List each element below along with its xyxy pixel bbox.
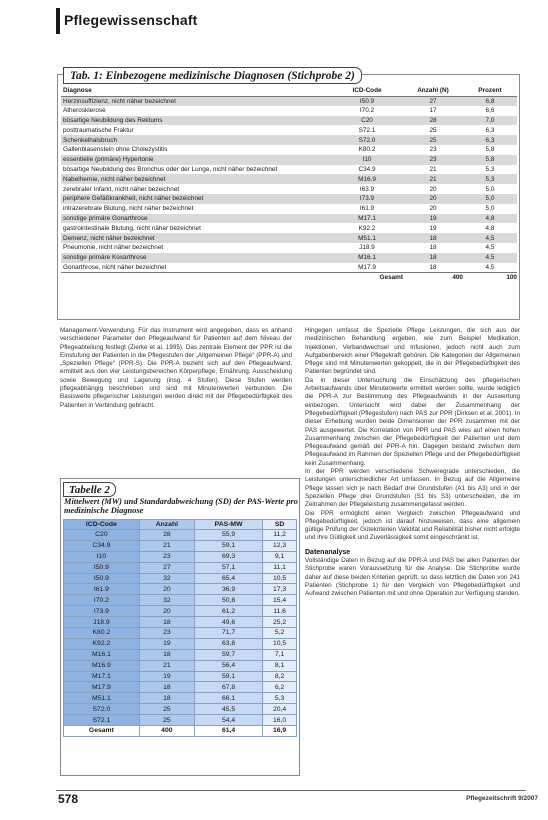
table2: [63, 519, 297, 737]
table2-col-icd: ICD-Code: [64, 520, 140, 530]
table1-total-row: [61, 272, 517, 282]
table-cell: 19: [403, 214, 463, 224]
table-cell: Gesamt: [64, 726, 140, 737]
table-cell: M16.1: [64, 649, 140, 660]
table-cell: 20: [429, 205, 437, 213]
table-cell: 20: [429, 185, 437, 193]
table1-col-prozent: Prozent: [463, 86, 517, 96]
table-row: [64, 617, 297, 628]
table2-subtitle: Mittelwert (MW) und Standardabweichung (SD) der PAS-Werte pro medizinische Diagnose: [64, 497, 298, 515]
table-cell: 21: [403, 174, 463, 184]
table-cell: 69,3: [194, 551, 262, 562]
table-cell: S72.0: [64, 704, 140, 715]
table-cell: periphere Gefäßkrankheit, nicht näher bezeichnet: [61, 194, 331, 204]
table-cell: 18: [403, 253, 463, 263]
table2-col-sd: SD: [263, 520, 297, 530]
body-paragraph: Da in dieser Untersuchung die Einschätzung des pflegerischen Arbeitsaufwands über Minutenwerte ermittelt werden sollte, wurde lediglich die PPR-A zur Bestimmung des Pflegeaufwands in der Auswertung einbezogen. Untersucht wird dabei der Zusammenhang der Pflegebedürftigkeit (Pflegestufen) nach PAS zur PPR (Dirksen et al. 2001). In dieser Erhebung wurden beide Dimensionen der PPR zusammen mit der PAS ausgewertet. Die Korrelation von PPR und PAS wies auf einen hohen Zusammenhang zwischen der Pflegebedürftigkeit der Patienten und dem Pflegeaufwand gemäß der PPR-A hin. Dagegen bestand zwischen dem Pflegeaufwand im Rahmen der Speziellen Pflege und der Pflegebedürftigkeit kein Zusammenhang.: [305, 376, 520, 467]
table-row: [64, 584, 297, 595]
table-cell: 71,7: [194, 628, 262, 639]
table-cell: M17.1: [64, 671, 140, 682]
table-cell: 57,1: [194, 562, 262, 573]
table-cell: 28: [403, 116, 463, 126]
table-cell: gastrointestinale Blutung, nicht näher bezeichnet: [63, 224, 201, 232]
footer-rule: [56, 790, 526, 791]
table1: [61, 86, 517, 282]
table-cell: M17.1: [331, 214, 403, 224]
table-row: [61, 184, 517, 194]
subheading-datenanalyse: Datenanalyse: [305, 548, 351, 556]
table-cell: 20: [403, 194, 463, 204]
table1-col-anzahl: Anzahl (N): [403, 86, 463, 96]
table-cell: I63.9: [359, 185, 375, 193]
table-cell: 11,2: [263, 530, 297, 541]
table-cell: 32: [139, 573, 194, 584]
table-cell: 7,0: [463, 116, 517, 126]
table-cell: 5,3: [463, 174, 517, 184]
table-cell: I50.9: [64, 573, 140, 584]
journal-name: Pflegezeitschrift 9/2007: [466, 795, 538, 802]
table-cell: M17.9: [64, 682, 140, 693]
table2-caption: Tabelle 2: [63, 482, 116, 497]
table-cell: Gonarthrose, nicht näher bezeichnet: [63, 263, 167, 271]
table2-col-anzahl: Anzahl: [139, 520, 194, 530]
table-cell: 11,6: [263, 606, 297, 617]
table-cell: [61, 272, 331, 282]
table-cell: 20: [139, 606, 194, 617]
left-column-text: [60, 327, 292, 410]
table-cell: 18: [139, 693, 194, 704]
table-cell: 5,0: [485, 185, 495, 193]
table-cell: 4,5: [485, 244, 495, 252]
table-cell: sonstige primäre Gonarthrose: [61, 214, 331, 224]
table-cell: 25,2: [263, 617, 297, 628]
table-cell: 18: [139, 682, 194, 693]
table-row: [64, 649, 297, 660]
table-cell: 8,2: [263, 671, 297, 682]
right-column-text: [305, 327, 520, 599]
table-cell: I61.9: [64, 584, 140, 595]
body-paragraph: In der PPR werden verschiedene Schweregrade unterschieden, die Leistungen unterschiedlicher Art umfassen. In Bezug auf die Allgemeine Pflege lassen sich je nach Bedarf drei Grundstufen (A1 bis A3) und in der Speziellen Pflege drei Grundstufen (S1 bis S3) unterscheiden, die im Zeitrahmen der Pflegeleistung zusammengefasst werden.: [305, 468, 520, 509]
table-row: [64, 540, 297, 551]
table-cell: M16.9: [64, 660, 140, 671]
table1-col-icd: ICD-Code: [331, 86, 403, 96]
table-cell: J18.9: [64, 617, 140, 628]
table1-header-row: [61, 86, 517, 96]
table-cell: 36,9: [194, 584, 262, 595]
table-cell: 61,2: [194, 606, 262, 617]
body-paragraph: Vollständige Daten in Bezug auf die PPR-A und PAS bei allen Patienten der Stichprobe waren Voraussetzung für die Analyse. Die Stichprobe wurde daher auf diese beiden Kriterien geprüft, so dass letztlich die Daten von 241 Patienten (Stichprobe 1) für den Vergleich von Pflegebedürftigkeit und Aufwand zwischen Patienten mit und ohne Operation zur Verfügung standen.: [305, 557, 520, 598]
table-cell: 10,5: [263, 638, 297, 649]
table-cell: 17: [429, 107, 437, 115]
table-row: [61, 214, 517, 224]
table-cell: 18: [403, 233, 463, 243]
body-paragraph: Die PPR ermöglicht einen Vergleich zwischen Pflegeaufwand und Pflegebedürftigkeit, jedoch ist darauf hinzuweisen, dass eine allgemein gültige Prüfung der Gütekriterien Validität und Reliabilität bisher nicht erfolgte und ihre Gültigkeit und Zuverlässigkeit somit eingeschränkt ist.: [305, 509, 520, 542]
table-cell: 18: [139, 617, 194, 628]
table-row: [61, 243, 517, 253]
table-cell: 5,8: [463, 155, 517, 165]
table-cell: Nabelhernie, nicht näher bezeichnet: [61, 174, 331, 184]
table-cell: sonstige primäre Koxarthrose: [61, 253, 331, 263]
table-cell: 16,9: [263, 726, 297, 737]
table-cell: 5,2: [263, 628, 297, 639]
table-cell: I61.9: [359, 205, 375, 213]
table-row: [61, 116, 517, 126]
table-row: [64, 562, 297, 573]
table-row: [64, 628, 297, 639]
table-cell: Gallenblasenstein ohne Cholezystitis: [63, 146, 168, 154]
table-row: [61, 223, 517, 233]
table-cell: M51.1: [331, 233, 403, 243]
table-cell: 25: [429, 126, 437, 134]
table-row: [61, 145, 517, 155]
table-cell: bösartige Neubildung des Rektums: [61, 116, 331, 126]
table-cell: 23: [429, 146, 437, 154]
table-cell: posttraumatische Fraktur: [63, 126, 134, 134]
table-cell: 23: [403, 155, 463, 165]
table-cell: 18: [429, 244, 437, 252]
table-cell: K92.2: [64, 638, 140, 649]
table-row: [61, 233, 517, 243]
table-cell: 25: [403, 135, 463, 145]
table-cell: 4,8: [463, 214, 517, 224]
table-cell: 15,4: [263, 595, 297, 606]
table-cell: 25: [139, 715, 194, 726]
table-cell: I10: [64, 551, 140, 562]
table-cell: 18: [429, 263, 437, 271]
table-cell: K80.2: [64, 628, 140, 639]
table-cell: J18.9: [359, 244, 375, 252]
body-paragraph: Hingegen umfasst die Spezielle Pflege Leistungen, die sich aus der medizinischen Behandlung ergeben, wie zum Beispiel Medikation, Injektionen, Verbandwechsel und Infusionen, jedoch nicht auch zum Aufgabenbereich einer Pflegekraft gehören. Die Kategorien der Allgemeinen Pflege sind mit Minutenwerten gekoppelt, die in der Pflegebedürftigkeit des Patienten begründet sind.: [305, 327, 520, 376]
table-cell: 5,8: [485, 146, 495, 154]
table-row: [64, 573, 297, 584]
table-cell: 19: [139, 638, 194, 649]
table-cell: 50,8: [194, 595, 262, 606]
table-row: [61, 263, 517, 273]
table-cell: 9,1: [263, 551, 297, 562]
table1-caption: Tab. 1: Einbezogene medizinische Diagnosen (Stichprobe 2): [63, 67, 362, 84]
table-cell: Herzinsuffizienz, nicht näher bezeichnet: [61, 96, 331, 106]
table-cell: Pneumonie, nicht näher bezeichnet: [63, 244, 164, 252]
table-cell: I73.9: [64, 606, 140, 617]
table-cell: M16.9: [331, 174, 403, 184]
table-cell: S72.0: [331, 135, 403, 145]
table-cell: zerebraler Infarkt, nicht näher bezeichnet: [63, 185, 180, 193]
page-number: 578: [58, 792, 79, 806]
table-cell: I70.2: [359, 107, 375, 115]
table-cell: intrazerebrale Blutung, nicht näher bezeichnet: [63, 205, 194, 213]
table-cell: 63,8: [194, 638, 262, 649]
table-cell: C34.9: [358, 165, 376, 173]
table-cell: 6,3: [463, 135, 517, 145]
table-cell: bösartige Neubildung des Bronchus oder der Lunge, nicht näher bezeichnet: [63, 165, 278, 173]
table-cell: 6,2: [263, 682, 297, 693]
table-cell: I10: [331, 155, 403, 165]
table-row: [61, 165, 517, 175]
table-cell: K92.2: [358, 224, 376, 232]
body-paragraph: Management-Verwendung. Für das Instrument wird angegeben, dass es anhand verschiedener Parameter den Pflegeaufwand für Patienten auf dem Niveau der Pflegeabteilung festlegt (Zierke et al. 1995). Das zentrale Element der PPR ist die Einstufung der Patienten in die Pflegestufen der „Allgemeinen Pflege“ (PPR-A) und „Speziellen Pflege“ (PPR-S). Die PPR-A bezieht sich auf den Pflegeaufwand, ermittelt aus den vier Leistungsbereichen Körperpflege, Ernährung, Ausscheidung sowie Bewegung und Lagerung (insg. 4 Stufen). Diese Stufen werden pflegeabhängig beschrieben und sind mit Minutenwerten verbunden. Die Basiswerte pflegerischer Leistungen werden direkt mit der Pflegebedürftigkeit des Patienten in Verbindung gebracht.: [60, 327, 292, 409]
table-cell: 18: [139, 649, 194, 660]
table-cell: 16,0: [263, 715, 297, 726]
table-cell: 59,1: [194, 540, 262, 551]
table-cell: 23: [139, 551, 194, 562]
table-cell: C20: [331, 116, 403, 126]
table-cell: 20: [139, 584, 194, 595]
table-cell: 4,5: [463, 253, 517, 263]
table-cell: I73.9: [331, 194, 403, 204]
table-cell: S72.1: [358, 126, 376, 134]
table-cell: 8,1: [263, 660, 297, 671]
table-cell: 7,1: [263, 649, 297, 660]
table-cell: 6,3: [485, 126, 495, 134]
table-cell: 19: [429, 224, 437, 232]
table-cell: 6,6: [485, 107, 495, 115]
table-row: [61, 253, 517, 263]
table-cell: 23: [139, 628, 194, 639]
table-cell: 25: [139, 704, 194, 715]
table-cell: 100: [463, 272, 517, 282]
table-cell: 32: [139, 595, 194, 606]
table-cell: 6,8: [463, 96, 517, 106]
table-cell: M16.1: [331, 253, 403, 263]
table-cell: 28: [139, 530, 194, 541]
table-cell: C20: [64, 530, 140, 541]
table-cell: M17.9: [358, 263, 376, 271]
table-cell: 21: [139, 540, 194, 551]
table-cell: 55,9: [194, 530, 262, 541]
table-cell: 400: [403, 272, 463, 282]
table-cell: 5,3: [485, 165, 495, 173]
table-cell: C34.9: [64, 540, 140, 551]
table-cell: 5,3: [263, 693, 297, 704]
table-cell: 21: [429, 165, 437, 173]
table-row: [61, 194, 517, 204]
table-cell: 65,4: [194, 573, 262, 584]
section-title: Pflegewissenschaft: [64, 12, 198, 28]
table-cell: 5,0: [463, 194, 517, 204]
table1-col-diagnose: Diagnose: [61, 86, 331, 96]
table-cell: essentielle (primäre) Hypertonie: [61, 155, 331, 165]
table-cell: 12,3: [263, 540, 297, 551]
table-cell: 20,4: [263, 704, 297, 715]
table-cell: 59,1: [194, 671, 262, 682]
table-row: [61, 174, 517, 184]
table-row: [64, 530, 297, 541]
table-cell: 4,8: [485, 224, 495, 232]
table2-total-row: [64, 726, 297, 737]
table-cell: 11,1: [263, 562, 297, 573]
table-cell: Gesamt: [331, 272, 403, 282]
table-cell: 27: [403, 96, 463, 106]
table1-body: [61, 96, 517, 282]
table-cell: 45,5: [194, 704, 262, 715]
table-cell: 56,4: [194, 660, 262, 671]
table2-body: [64, 530, 297, 737]
header-accent-bar: [56, 8, 60, 34]
table-cell: 4,5: [463, 233, 517, 243]
table-row: [64, 704, 297, 715]
table-row: [64, 638, 297, 649]
table-cell: K80.2: [358, 146, 376, 154]
table-row: [61, 125, 517, 135]
table-cell: 17,3: [263, 584, 297, 595]
table-cell: I50.9: [64, 562, 140, 573]
table-cell: 61,4: [194, 726, 262, 737]
table-cell: 4,5: [485, 263, 495, 271]
table-cell: Atherosklerose: [63, 107, 106, 115]
table-row: [64, 693, 297, 704]
table-row: [64, 660, 297, 671]
table-cell: Demenz, nicht näher bezeichnet: [61, 233, 331, 243]
table-row: [61, 96, 517, 106]
table-cell: I70.2: [64, 595, 140, 606]
table-row: [64, 715, 297, 726]
table-cell: M51.1: [64, 693, 140, 704]
table2-col-pasmw: PAS-MW: [194, 520, 262, 530]
table-row: [64, 606, 297, 617]
table-cell: 59,7: [194, 649, 262, 660]
table-cell: S72.1: [64, 715, 140, 726]
table-row: [61, 106, 517, 116]
table-cell: 66,1: [194, 693, 262, 704]
table-row: [64, 595, 297, 606]
table-cell: 27: [139, 562, 194, 573]
table-cell: 10,5: [263, 573, 297, 584]
table-cell: 54,4: [194, 715, 262, 726]
table-row: [61, 135, 517, 145]
table-cell: I50.9: [331, 96, 403, 106]
table-cell: 49,6: [194, 617, 262, 628]
table-cell: 5,0: [485, 205, 495, 213]
table-row: [61, 204, 517, 214]
table-row: [64, 671, 297, 682]
table-row: [64, 551, 297, 562]
table-row: [61, 155, 517, 165]
table-cell: 19: [139, 671, 194, 682]
table2-header-row: [64, 520, 297, 530]
table-cell: Schenkelhalsbruch: [61, 135, 331, 145]
table-row: [64, 682, 297, 693]
table-cell: 400: [139, 726, 194, 737]
table-cell: 67,8: [194, 682, 262, 693]
table-cell: 21: [139, 660, 194, 671]
